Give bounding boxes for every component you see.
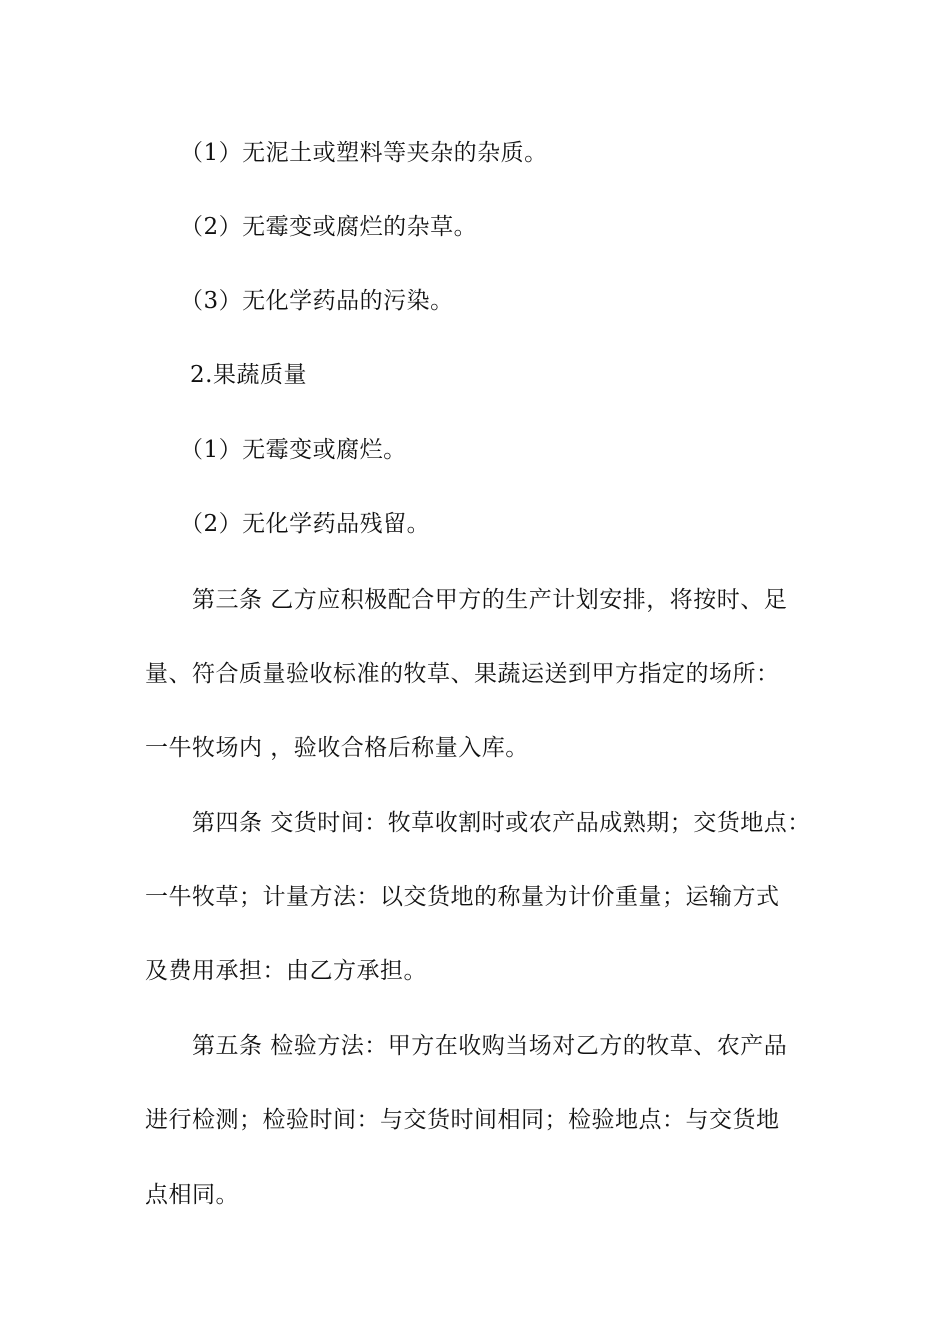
- article-4-line-2: 一牛牧草；计量方法：以交货地的称量为计价重量；运输方式: [145, 884, 780, 910]
- article-5-line-2: 进行检测；检验时间：与交货时间相同；检验地点：与交货地: [145, 1107, 780, 1133]
- article-5-line-1: 第五条 检验方法：甲方在收购当场对乙方的牧草、农产品: [192, 1033, 788, 1059]
- article-3-line-2: 量、符合质量验收标准的牧草、果蔬运送到甲方指定的场所：: [145, 661, 780, 687]
- list-item: （2）无化学药品残留。: [180, 511, 431, 537]
- section-heading: 2.果蔬质量: [190, 362, 307, 388]
- article-4-line-3: 及费用承担：由乙方承担。: [145, 958, 427, 984]
- article-3-line-3: 一牛牧场内 ，验收合格后称量入库。: [145, 735, 529, 761]
- list-item: （1）无霉变或腐烂。: [180, 437, 407, 463]
- article-5-line-3: 点相同。: [145, 1182, 239, 1208]
- list-item: （2）无霉变或腐烂的杂草。: [180, 214, 478, 240]
- list-item: （1）无泥土或塑料等夹杂的杂质。: [180, 140, 548, 166]
- article-3-line-1: 第三条 乙方应积极配合甲方的生产计划安排，将按时、足: [192, 587, 788, 613]
- list-item: （3）无化学药品的污染。: [180, 288, 454, 314]
- article-4-line-1: 第四条 交货时间：牧草收割时或农产品成熟期；交货地点：: [192, 810, 811, 836]
